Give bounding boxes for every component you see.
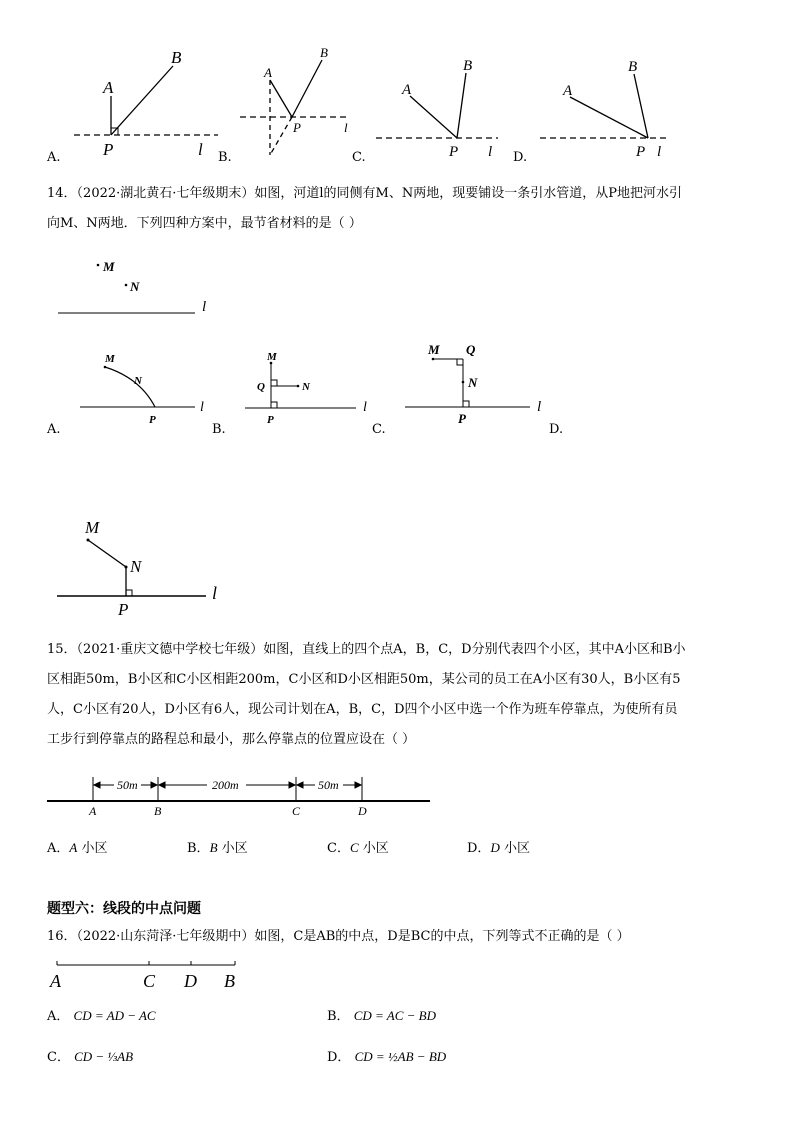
q15-option-d[interactable] bbox=[467, 837, 530, 856]
q14c-label-n: N bbox=[468, 375, 478, 390]
q15-option-b-letter: B． bbox=[187, 841, 210, 856]
q13d-label-p: P bbox=[636, 144, 646, 160]
q14d-label-l: l bbox=[212, 583, 218, 603]
q14-option-d[interactable]: D. bbox=[549, 422, 564, 437]
q16-option-b[interactable] bbox=[327, 1005, 436, 1024]
q15-stem-line3: 人，C小区有20人，D小区有6人，现公司计划在A，B，C，D四个小区中选一个作为班车停靠点，为使所有员 bbox=[47, 702, 678, 717]
q15-option-b[interactable] bbox=[187, 837, 248, 856]
q14b-label-m: M bbox=[267, 351, 277, 363]
q16-option-c-expr: CD − ⅓AB bbox=[74, 1049, 134, 1064]
q15-point-d: D bbox=[358, 804, 367, 818]
q14b-label-p: P bbox=[267, 414, 274, 426]
q14c-label-p: P bbox=[458, 411, 466, 426]
q15-option-a-letter: A． bbox=[47, 841, 70, 856]
q15-option-d-letter: D． bbox=[467, 841, 491, 856]
q15-option-d-point: D bbox=[490, 840, 500, 855]
q14a-label-p: P bbox=[149, 414, 156, 426]
q13c-label-p: P bbox=[449, 144, 459, 160]
q14-figures bbox=[0, 250, 800, 620]
q14a-label-l: l bbox=[200, 400, 204, 415]
q14-option-c[interactable]: C. bbox=[372, 422, 386, 437]
q15-option-c-text: 小区 bbox=[362, 841, 389, 856]
q15-bc-label: 200m bbox=[212, 778, 239, 792]
q14a-label-m: M bbox=[105, 353, 115, 365]
q13c-label-l: l bbox=[488, 144, 493, 160]
q15-option-d-text: 小区 bbox=[503, 841, 530, 856]
q13-option-c[interactable]: C. bbox=[352, 150, 366, 165]
q15-stem-line4: 工步行到停靠点的路程总和最小，那么停靠点的位置应设在（ ） bbox=[47, 732, 416, 747]
q16-option-c-letter: C． bbox=[47, 1050, 70, 1065]
q15-point-b: B bbox=[154, 804, 162, 818]
q16-option-b-letter: B． bbox=[327, 1009, 350, 1024]
q15-point-c: C bbox=[292, 804, 301, 818]
q14b-label-n: N bbox=[302, 381, 310, 393]
q13c-label-b: B bbox=[463, 58, 473, 74]
q16-option-a-expr: CD = AD − AC bbox=[73, 1008, 156, 1023]
q15-option-b-point: B bbox=[209, 840, 218, 855]
q13a-label-l: l bbox=[198, 140, 203, 159]
q14c-label-m: M bbox=[428, 342, 440, 357]
q16-point-a: A bbox=[50, 971, 61, 991]
q15-option-a-text: 小区 bbox=[81, 841, 108, 856]
q14d-label-m: M bbox=[85, 518, 100, 537]
q14b-label-q: Q bbox=[257, 381, 265, 393]
q15-stem-line1: 15．（2021·重庆文德中学校七年级）如图，直线上的四个点A，B，C，D分别代表四个小区，其中A小区和B小 bbox=[47, 642, 686, 657]
q13c-label-a: A bbox=[402, 82, 412, 98]
q13-option-d[interactable]: D. bbox=[513, 150, 528, 165]
q15-figure bbox=[0, 765, 800, 825]
q14a-label-n: N bbox=[134, 375, 142, 387]
q16-option-d-letter: D． bbox=[327, 1050, 351, 1065]
q15-option-a[interactable] bbox=[47, 837, 108, 856]
q13-figures bbox=[0, 0, 800, 175]
q14-main-label-m: M bbox=[103, 259, 115, 274]
q14d-label-n: N bbox=[130, 557, 142, 576]
q15-option-c-letter: C． bbox=[327, 841, 350, 856]
q14-main-label-n: N bbox=[130, 279, 140, 294]
q14-stem-line1: 14．（2022·湖北黄石·七年级期末）如图，河道l的同侧有M、N两地，现要铺设一条引水管道，从P地把河水引 bbox=[47, 186, 682, 201]
q16-figure bbox=[0, 955, 300, 995]
q13b-label-b: B bbox=[320, 45, 328, 60]
q13-option-a[interactable]: A. bbox=[47, 150, 61, 165]
q14d-label-p: P bbox=[118, 600, 129, 619]
q16-option-a-letter: A． bbox=[47, 1009, 70, 1024]
q13b-label-p: P bbox=[293, 120, 301, 135]
q15-stem-line2: 区相距50m，B小区和C小区相距200m，C小区和D小区相距50m，某公司的员工在A小区有30人，B小区有5 bbox=[47, 672, 681, 687]
q16-option-d[interactable] bbox=[327, 1046, 446, 1065]
q16-option-b-expr: CD = AC − BD bbox=[353, 1008, 437, 1023]
q13-option-b[interactable]: B. bbox=[218, 150, 232, 165]
q16-option-c[interactable] bbox=[47, 1046, 133, 1065]
q16-point-c: C bbox=[143, 971, 156, 991]
q15-point-a: A bbox=[89, 804, 97, 818]
q14-option-b[interactable]: B. bbox=[212, 422, 226, 437]
q13a-label-a: A bbox=[103, 78, 114, 97]
q15-option-c[interactable] bbox=[327, 837, 389, 856]
q16-point-d: D bbox=[184, 971, 197, 991]
q14-option-a[interactable]: A. bbox=[47, 422, 61, 437]
q14b-label-l: l bbox=[363, 400, 367, 415]
q15-cd-label: 50m bbox=[318, 778, 339, 792]
q14c-label-q: Q bbox=[466, 342, 476, 357]
q15-option-c-point: C bbox=[349, 840, 359, 855]
q13b-label-a: A bbox=[264, 65, 272, 80]
q15-option-a-point: A bbox=[69, 840, 78, 855]
q15-ab-label: 50m bbox=[117, 778, 138, 792]
q14-main-label-l: l bbox=[202, 299, 207, 315]
q16-option-a[interactable] bbox=[47, 1005, 156, 1024]
q13b-label-l: l bbox=[344, 120, 348, 135]
q15-option-b-text: 小区 bbox=[221, 841, 248, 856]
q13a-label-p: P bbox=[103, 140, 114, 159]
q13d-label-l: l bbox=[657, 144, 662, 160]
q16-option-d-expr: CD = ½AB − BD bbox=[354, 1049, 447, 1064]
q14c-label-l: l bbox=[537, 399, 542, 415]
q13a-label-b: B bbox=[171, 48, 182, 67]
q16-point-b: B bbox=[224, 971, 235, 991]
section-title: 题型六：线段的中点问题 bbox=[47, 901, 201, 917]
q13d-label-b: B bbox=[628, 59, 638, 75]
q14-stem-line2: 向M、N两地．下列四种方案中，最节省材料的是（ ） bbox=[47, 216, 362, 231]
q16-stem: 16．（2022·山东菏泽·七年级期中）如图，C是AB的中点，D是BC的中点，下列等式不正确的是（ ） bbox=[47, 929, 630, 944]
q13d-label-a: A bbox=[563, 83, 573, 99]
